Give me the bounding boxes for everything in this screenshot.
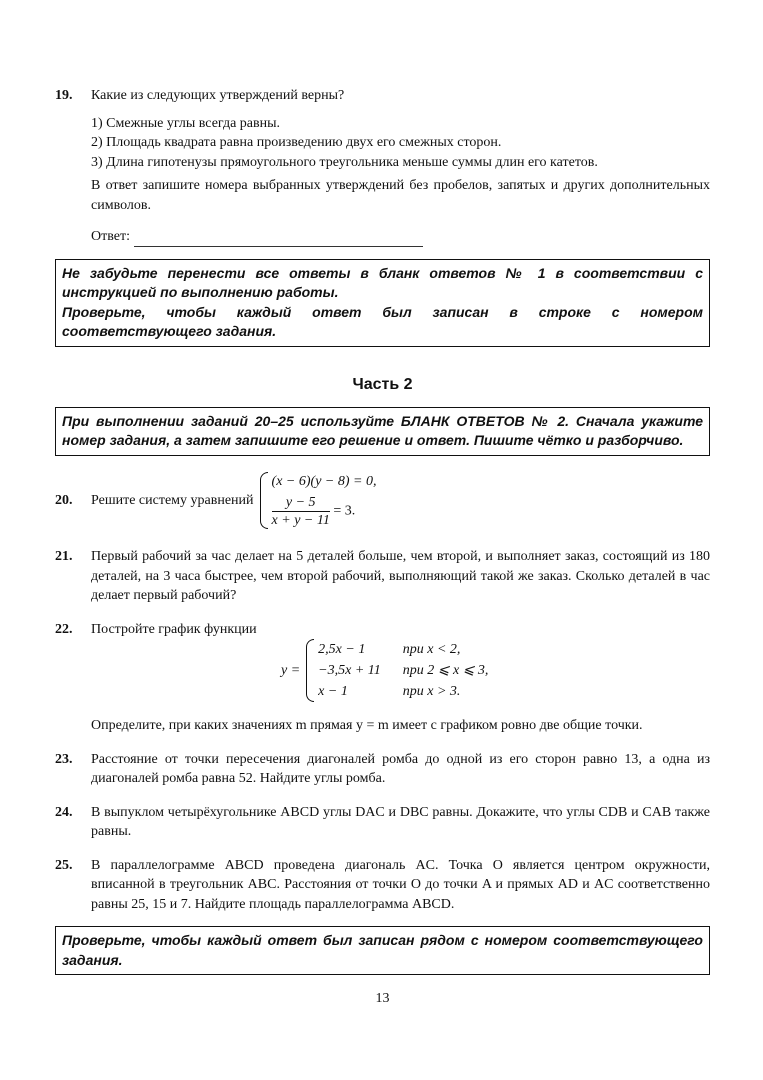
reminder-box-bottom: Проверьте, чтобы каждый ответ был записан рядом с номером соответствующего задания. <box>55 926 710 975</box>
equation-system <box>272 472 377 530</box>
task-20 <box>55 472 710 530</box>
fraction <box>272 494 330 529</box>
fraction-numerator: y − 5 <box>285 495 316 510</box>
task-text: Какие из следующих утверждений верны? <box>91 88 345 103</box>
case-cond: при 2 ⩽ x ⩽ 3, <box>402 663 489 678</box>
page-number: 13 <box>375 991 390 1006</box>
answer-label: Ответ: <box>91 229 130 244</box>
task-23 <box>55 750 710 789</box>
statement-1: 1) Смежные углы всегда равны. <box>91 115 281 131</box>
task-text: Постройте график функции <box>91 621 257 637</box>
answer-field[interactable] <box>134 231 423 247</box>
task-text: Первый рабочий за час делает на 5 деталей больше, чем второй, и выполняет заказ, состоящий из 180 деталей, на 3 часа быстрее, чем второй рабочий, выполняющий такой же заказ. Сколько деталей в час делает первый рабочий? <box>91 549 710 603</box>
statement-list <box>91 114 710 173</box>
task-number: 22. <box>55 621 73 637</box>
part-heading: Часть 2 <box>352 375 413 393</box>
task-number: 24. <box>55 804 73 820</box>
task-text: Решите систему уравнений <box>91 492 254 508</box>
reminder-line-1: Не забудьте перенести все ответы в бланк ответов № 1 в соответствии с инструкцией по выполнению работы. <box>62 264 703 300</box>
task-text: В параллелограмме ABCD проведена диагональ AC. Точка O является центром окружности, вписанной в треугольник ABC. Расстояния от точки O до точки A и прямых AD и AC соответственно равны 25, 15 и 7. Найдите площадь параллелограмма ABCD. <box>91 857 710 912</box>
task-21 <box>55 547 710 606</box>
task-body <box>91 472 376 530</box>
instruction: В ответ запишите номера выбранных утверждений без пробелов, запятых и других дополнительных символов. <box>91 178 710 213</box>
reminder-box <box>55 259 710 347</box>
task-question: Определите, при каких значениях m прямая y = m имеет с графиком ровно две общие точки. <box>91 718 643 733</box>
equation-1: (x − 6)(y − 8) = 0, <box>271 473 377 489</box>
task-number: 23. <box>55 751 73 767</box>
task-text: В выпуклом четырёхугольнике ABCD углы DAC и DBC равны. Докажите, что углы CDB и CAB также равны. <box>91 804 710 839</box>
case-cond: при x < 2, <box>402 642 461 657</box>
case-expr: x − 1 <box>318 684 348 699</box>
fraction-denominator: x + y − 11 <box>271 513 330 528</box>
piecewise-cases <box>318 639 488 702</box>
instruction-box: При выполнении заданий 20–25 используйте БЛАНК ОТВЕТОВ № 2. Сначала укажите номер задания, а затем запишите его решение и ответ. Пишите чётко и разборчиво. <box>55 407 710 456</box>
task-25 <box>55 856 710 915</box>
task-19 <box>55 86 710 247</box>
case-cond: при x > 3. <box>402 684 461 699</box>
task-24 <box>55 803 710 842</box>
task-22 <box>55 620 710 736</box>
statement-2: 2) Площадь квадрата равна произведению двух его смежных сторон. <box>91 135 502 150</box>
task-number: 20. <box>55 492 73 508</box>
statement-3: 3) Длина гипотенузы прямоугольного треугольника меньше суммы длин его катетов. <box>91 154 598 170</box>
function-lhs: y = <box>281 662 301 678</box>
piecewise-brace <box>306 639 314 702</box>
piecewise-function <box>281 639 710 702</box>
equation-rhs: = 3. <box>333 503 356 519</box>
reminder-line-2: Проверьте, чтобы каждый ответ был записан в строке с номером соответствующего задания. <box>62 303 703 339</box>
case-expr: 2,5x − 1 <box>318 642 366 657</box>
answer-row <box>91 227 423 247</box>
task-number: 19. <box>55 88 73 103</box>
task-body <box>91 86 710 247</box>
case-expr: −3,5x + 11 <box>318 663 381 678</box>
equation-2 <box>272 494 377 529</box>
task-number: 21. <box>55 549 73 564</box>
task-body <box>91 620 710 736</box>
system-brace <box>260 472 268 530</box>
task-text: Расстояние от точки пересечения диагоналей ромба до одной из его сторон равно 13, а одна из диагоналей ромба равна 52. Найдите углы ромба. <box>91 751 710 786</box>
task-number: 25. <box>55 857 73 873</box>
